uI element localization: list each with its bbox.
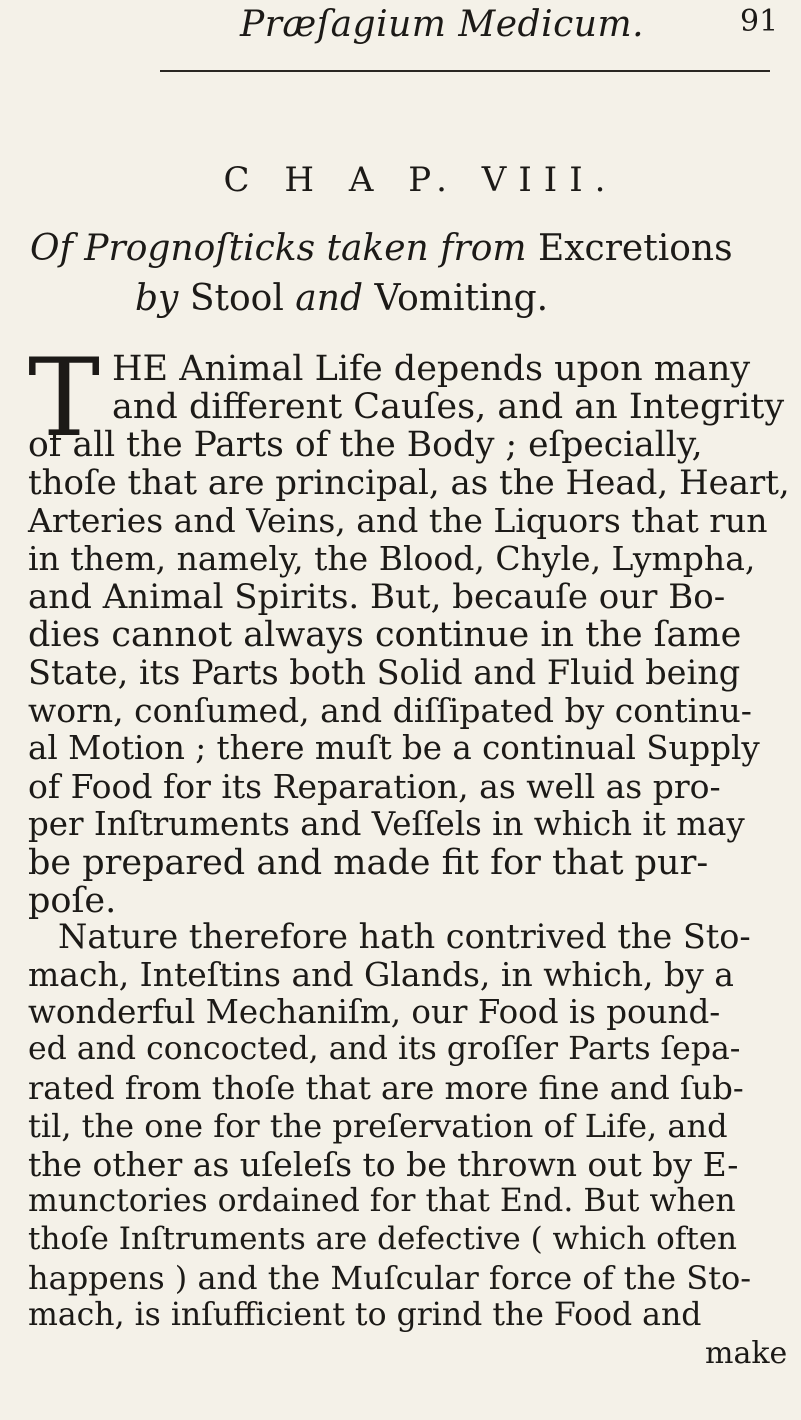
text-line: worn, conſumed, and diſſipated by continu- (28, 691, 752, 730)
chapter-title-line-1 (30, 228, 733, 269)
text-line: Nature therefore hath contrived the Sto- (58, 917, 751, 956)
text-line: wonderful Mechaniſm, our Food is pound- (28, 993, 721, 1031)
text-line: of Food for its Reparation, as well as pro- (28, 767, 721, 806)
drop-cap: T (28, 336, 101, 461)
text-line: happens ) and the Muſcular force of the Sto- (28, 1259, 752, 1297)
text-line: al Motion ; there muſt be a continual Supply (28, 729, 760, 767)
text-line: HE Animal Life depends upon many (112, 349, 751, 389)
text-line: mach, Inteſtins and Glands, in which, by a (28, 955, 734, 994)
text-line: Arteries and Veins, and the Liquors that run (28, 501, 768, 540)
page-number: 91 (740, 4, 779, 39)
text-line: per Inſtruments and Veſſels in which it may (28, 805, 745, 843)
text-line: munctories ordained for that End. But when (28, 1183, 736, 1219)
text-line: mach, is inſufficient to grind the Food and (28, 1297, 702, 1333)
text-line: rated from thoſe that are more fine and ſub- (28, 1069, 744, 1107)
text-line: dies cannot always continue in the ſame (28, 615, 742, 655)
text-line: State, its Parts both Solid and Fluid being (28, 653, 741, 692)
text-line: in them, namely, the Blood, Chyle, Lympha, (28, 539, 756, 578)
text-line: thoſe Inſtruments are defective ( which often (28, 1221, 738, 1257)
text-line: the other as uſeleſs to be thrown out by E- (28, 1145, 739, 1184)
text-line: ed and concocted, and its groſſer Parts ſepa- (28, 1031, 741, 1067)
text-line: be prepared and made fit for that pur- (28, 843, 709, 883)
header-rule (160, 70, 770, 72)
chapter-title-and: and (295, 278, 363, 319)
chapter-title-line-2 (135, 278, 548, 319)
text-line: til, the one for the preſervation of Life, and (28, 1107, 728, 1145)
chapter-heading: C H A P. VIII. (223, 160, 618, 200)
text-line: thoſe that are principal, as the Head, Heart, (28, 463, 790, 503)
running-title: Præſagium Medicum. (240, 4, 645, 45)
chapter-title-roman: Excretions (537, 228, 733, 269)
chapter-title-by: by (135, 278, 179, 319)
text-line: and Animal Spirits. But, becauſe our Bo- (28, 577, 726, 617)
catchword: make (705, 1336, 788, 1371)
text-line: of all the Parts of the Body ; eſpecially, (28, 425, 703, 465)
chapter-title-vomiting: Vomiting. (374, 278, 549, 319)
chapter-title-stool: Stool (189, 278, 284, 319)
text-line: poſe. (28, 881, 117, 921)
text-line: and different Cauſes, and an Integrity (112, 387, 785, 427)
chapter-title-italic: Of Prognoſticks taken from (30, 228, 527, 269)
